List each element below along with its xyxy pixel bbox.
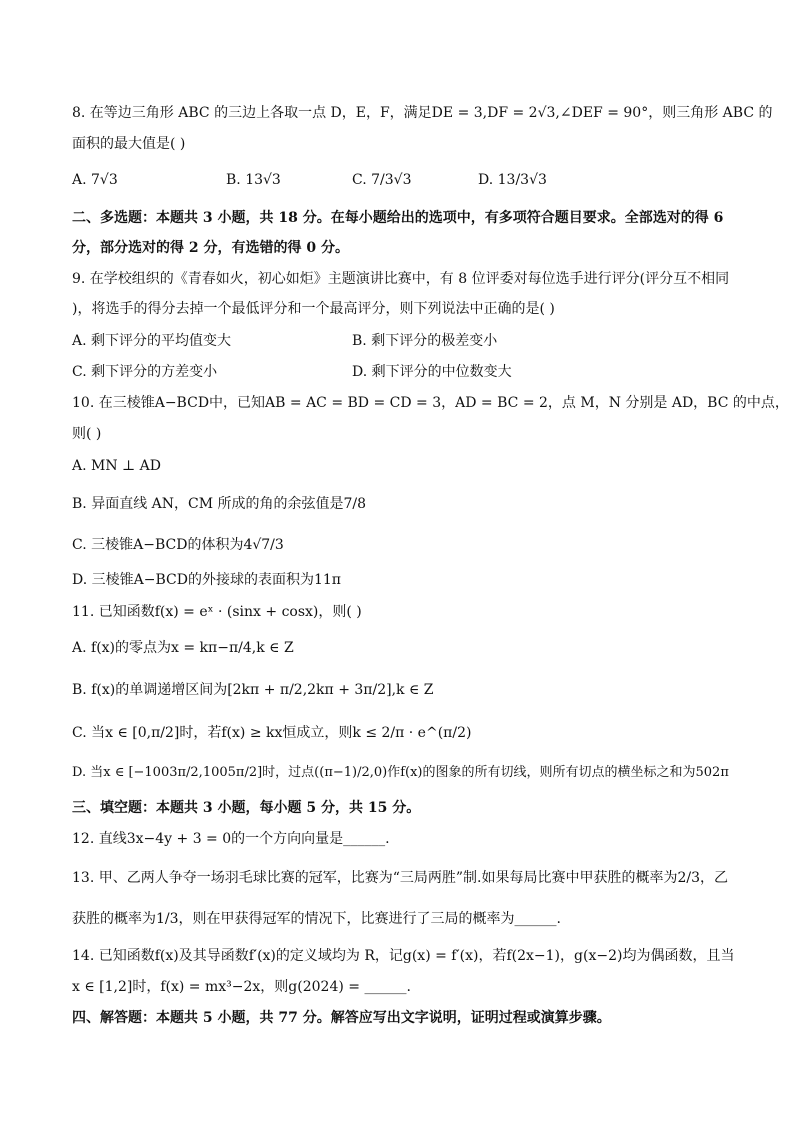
section4-heading: 四、解答题：本题共 5 小题，共 77 分。解答应写出文字说明，证明过程或演算步骤。	[72, 1010, 611, 1026]
q9-option-b: B. 剩下评分的极差变小	[352, 333, 498, 349]
q13-stem-line2: 获胜的概率为1/3，则在甲获得冠军的情况下，比赛进行了三局的概率为______.	[72, 911, 561, 927]
q12-stem: 12. 直线3x−4y + 3 = 0的一个方向向量是______.	[72, 831, 390, 847]
q9-stem-line1: 9. 在学校组织的《青春如火，初心如炬》主题演讲比赛中，有 8 位评委对每位选手进行评分(评分互不相同	[72, 271, 730, 287]
section2-heading-line1: 二、多选题：本题共 3 小题，共 18 分。在每小题给出的选项中，有多项符合题目要求。全部选对的得 6	[72, 210, 724, 226]
q11-option-d: D. 当x ∈ [−1003π/2,1005π/2]时，过点((π−1)/2,0)作f(x)的图象的所有切线，则所有切点的横坐标之和为502π	[72, 765, 729, 780]
q8-stem-line1: 8. 在等边三角形 ABC 的三边上各取一点 D，E，F，满足DE = 3,DF = 2√3,∠DEF = 90°，则三角形 ABC 的	[72, 105, 773, 121]
section2-heading-line2: 分，部分选对的得 2 分，有选错的得 0 分。	[72, 240, 349, 256]
q14-stem-line2: x ∈ [1,2]时，f(x) = mx³−2x，则g(2024) = ______.	[72, 979, 411, 995]
q8-option-c: C. 7/3√3	[352, 172, 412, 188]
q10-stem-line1: 10. 在三棱锥A−BCD中，已知AB = AC = BD = CD = 3，AD = BC = 2，点 M，N 分别是 AD，BC 的中点，	[72, 395, 789, 411]
q8-option-b: B. 13√3	[226, 172, 281, 188]
q8-option-a: A. 7√3	[72, 172, 118, 188]
q9-option-c: C. 剩下评分的方差变小	[72, 364, 218, 380]
q13-stem-line1: 13. 甲、乙两人争夺一场羽毛球比赛的冠军，比赛为“三局两胜”制.如果每局比赛中甲获胜的概率为2/3，乙	[72, 870, 729, 886]
q8-stem-line2: 面积的最大值是( )	[72, 136, 186, 152]
q11-option-b: B. f(x)的单调递增区间为[2kπ + π/2,2kπ + 3π/2],k ∈ Z	[72, 682, 434, 698]
q14-stem-line1: 14. 已知函数f(x)及其导函数f′(x)的定义域均为 R，记g(x) = f′(x)，若f(2x−1)，g(x−2)均为偶函数，且当	[72, 948, 735, 964]
q10-option-b: B. 异面直线 AN，CM 所成的角的余弦值是7/8	[72, 496, 367, 512]
q11-option-a: A. f(x)的零点为x = kπ−π/4,k ∈ Z	[72, 640, 294, 656]
q11-option-c: C. 当x ∈ [0,π/2]时，若f(x) ≥ kx恒成立，则k ≤ 2/π · e^(π/2)	[72, 725, 472, 741]
q10-stem-line2: 则( )	[72, 426, 102, 442]
q11-stem: 11. 已知函数f(x) = eˣ · (sinx + cosx)，则( )	[72, 604, 362, 620]
q10-option-c: C. 三棱锥A−BCD的体积为4√7/3	[72, 537, 284, 553]
q9-stem-line2: )，将选手的得分去掉一个最低评分和一个最高评分，则下列说法中正确的是( )	[72, 301, 555, 317]
q10-option-d: D. 三棱锥A−BCD的外接球的表面积为11π	[72, 572, 341, 588]
q10-option-a: A. MN ⊥ AD	[72, 458, 161, 474]
section3-heading: 三、填空题：本题共 3 小题，每小题 5 分，共 15 分。	[72, 800, 421, 816]
q8-option-d: D. 13/3√3	[478, 172, 547, 188]
q9-option-a: A. 剩下评分的平均值变大	[72, 333, 232, 349]
q9-option-d: D. 剩下评分的中位数变大	[352, 364, 512, 380]
